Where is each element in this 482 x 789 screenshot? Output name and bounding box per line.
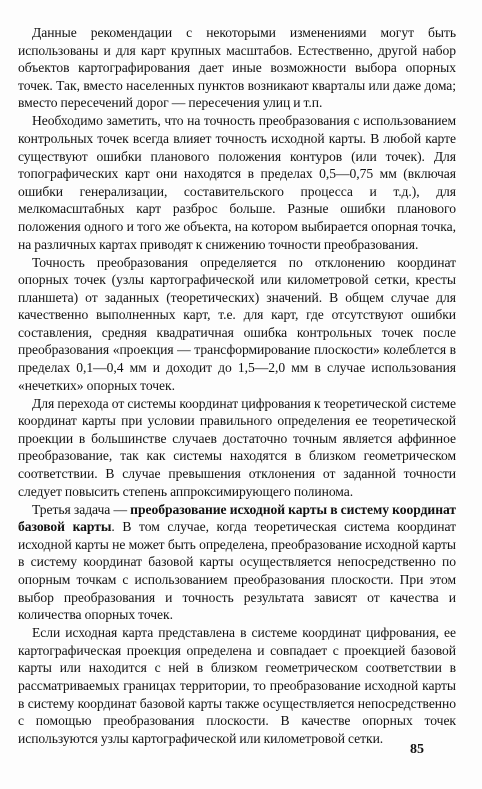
paragraph-5-rest: . В том случае, когда теоретическая система координат исходной карты не может быть определена, преобразование исходной карты в систему координат базовой карты осуществляется непосредственно по опорным точкам с использованием преобразования плоскости. При этом выбор преобразования и точность результата зависят от качества и количества опорных точек. <box>18 519 457 623</box>
paragraph-2: Необходимо заметить, что на точность преобразования с использованием контрольных точек всегда влияет точность исходной карты. В любой карте существуют ошибки планового положения контуров (или точек). Для топографических карт они находятся в пределах 0,5—0,75 мм (включая ошибки генерализации, составительского процесса и т.д.), для мелкомасштабных карт разброс больше. Разные ошибки планового положения одного и того же объекта, на котором выбирается опорная точка, на различных картах приводят к снижению точности преобразования. <box>18 113 456 252</box>
paragraph-6: Если исходная карта представлена в системе координат цифрования, ее картографическая проекция определена и совпадает с проекцией базовой карты или находится с ней в близком геометрическом соответствии в рассматриваемых границах территории, то преобразование исходной карты в систему координат базовой карты также осуществляется непосредственно с помощью преобразования плоскости. В качестве опорных точек используются узлы картографической или километровой сетки. <box>18 625 456 746</box>
paragraph-4: Для перехода от системы координат цифрования к теоретической системе координат карты при условии правильного определения ее теоретической проекции в большинстве случаев достаточно точным является аффинное преобразование, так как системы находятся в близком геометрическом соответствии. В случае превышения отклонения от заданной точности следует повысить степень аппроксимирующего полинома. <box>18 395 456 499</box>
paragraph-5 <box>18 501 456 624</box>
paragraph-5-lead: Третья задача — <box>32 501 131 517</box>
paragraph-1: Данные рекомендации с некоторыми изменениями могут быть использованы и для карт крупных масштабов. Естественно, другой набор объектов картографирования дает иные возможности выбора опорных точек. Так, вместо населенных пунктов возникают кварталы или даже дома; вместо пересечений дорог — пересечения улиц и т.п. <box>18 25 456 111</box>
body-text <box>18 24 456 747</box>
paragraph-5-bold-phrase: преобразование исходной карты в систему координат базовой карты <box>18 501 457 535</box>
page-number: 85 <box>410 742 424 757</box>
paragraph-3: Точность преобразования определяется по отклонению координат опорных точек (узлы картографической или километровой сетки, кресты планшета) от заданных (теоретических) значений. В общем случае для качественно выполненных карт, т.е. для карт, где отсутствуют ошибки составления, средняя квадратичная ошибка контрольных точек после преобразования «проекция — трансформирование плоскости» колеблется в пределах 0,1—0,4 мм и доходит до 1,5—2,0 мм в случае использования «нечетких» опорных точек. <box>18 254 456 393</box>
